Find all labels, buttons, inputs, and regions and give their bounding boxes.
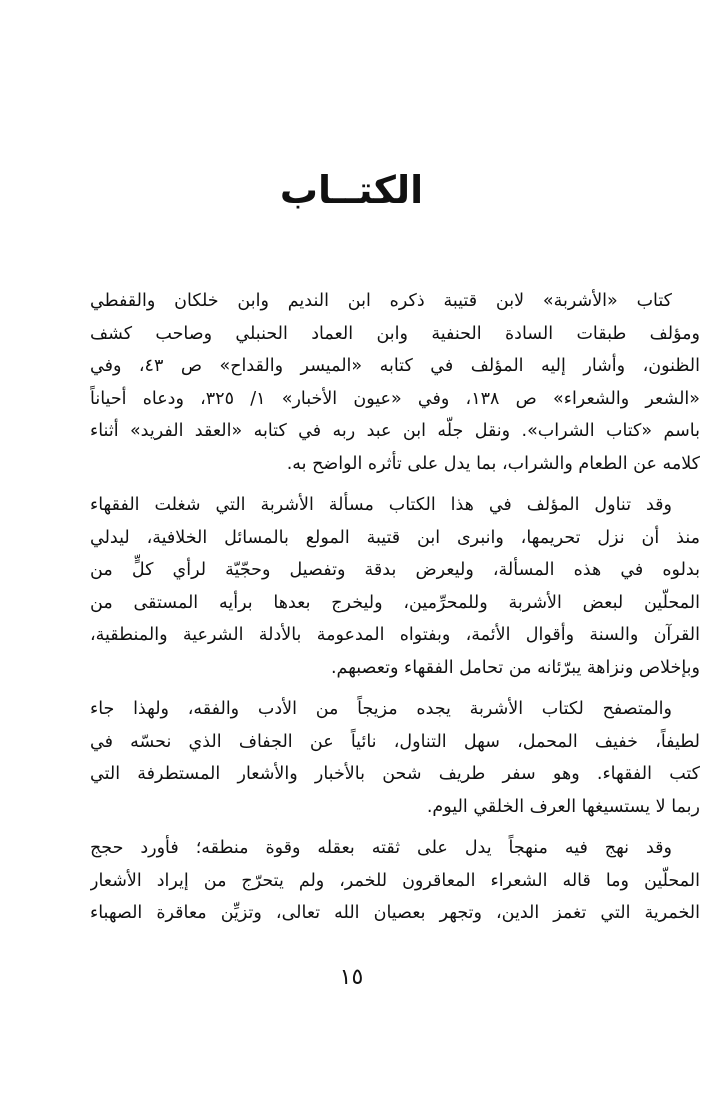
text-line: الخمرية التي تغمز الدين، وتجهر بعصيان الله تعالى، وتزيِّن معاقرة الصهباء xyxy=(90,903,700,923)
text-line: كلامه عن الطعام والشراب، بما يدل على تأثره الواضح به. xyxy=(286,453,700,474)
text-line: القرآن والسنة وأقوال الأئمة، وبفتواه المدعومة بالأدلة الشرعية والمنطقية، xyxy=(90,625,700,645)
text-line: ومؤلف طبقات السادة الحنفية وابن العماد الحنبلي وصاحب كشف xyxy=(90,323,700,344)
paragraph-1 xyxy=(90,285,700,480)
text-line: المحلّين لبعض الأشربة وللمحرِّمين، وليخرج بعدها برأيه المستقى من xyxy=(90,592,700,613)
text-line: بدلوه في هذه المسألة، وليعرض بدقة وتفصيل وحجّيّة لرأي كلٍّ من xyxy=(90,560,700,580)
text-line: كتاب «الأشربة» لابن قتيبة ذكره ابن النديم وابن خلكان والقفطي xyxy=(90,291,672,311)
paragraph-2 xyxy=(90,489,700,684)
chapter-title: الكتــاب xyxy=(279,168,424,212)
text-line: باسم «كتاب الشراب». ونقل جلّه ابن عبد ربه في كتابه «العقد الفريد» أثناء xyxy=(90,421,700,441)
paragraph-3 xyxy=(90,693,700,823)
text-line: الظنون، وأشار إليه المؤلف في كتابه «الميسر والقداح» ص ٤٣، وفي xyxy=(90,356,700,376)
paragraph-4 xyxy=(90,832,700,930)
text-line: والمتصفح لكتاب الأشربة يجده مزيجاً من الأدب والفقه، ولهذا جاء xyxy=(90,699,672,719)
text-line: منذ أن نزل تحريمها، وانبرى ابن قتيبة المولع بالمسائل الخلافية، ليدلي xyxy=(90,527,700,548)
text-line: وقد نهج فيه منهجاً يدل على ثقته بعقله وقوة منطقه؛ فأورد حجج xyxy=(90,838,672,858)
text-line: «الشعر والشعراء» ص ١٣٨، وفي «عيون الأخبار» ١/ ٣٢٥، ودعاه أحياناً xyxy=(90,388,700,409)
text-line: ربما لا يستسيغها العرف الخلقي اليوم. xyxy=(426,796,700,817)
text-line: وبإخلاص ونزاهة يبرّئانه من تحامل الفقهاء وتعصبهم. xyxy=(330,657,700,678)
text-line: كتب الفقهاء. وهو سفر طريف شحن بالأخبار والأشعار المستطرفة التي xyxy=(90,764,700,784)
page-number: ١٥ xyxy=(339,965,364,990)
text-line: وقد تناول المؤلف في هذا الكتاب مسألة الأشربة التي شغلت الفقهاء xyxy=(90,495,672,515)
text-line: المحلّين وما قاله الشعراء المعاقرون للخمر، ولم يتحرّج من إيراد الأشعار xyxy=(90,870,700,891)
text-line: لطيفاً، خفيف المحمل، سهل التناول، نائياً عن الجفاف الذي نحسّه في xyxy=(90,731,700,752)
body-text xyxy=(90,285,700,939)
